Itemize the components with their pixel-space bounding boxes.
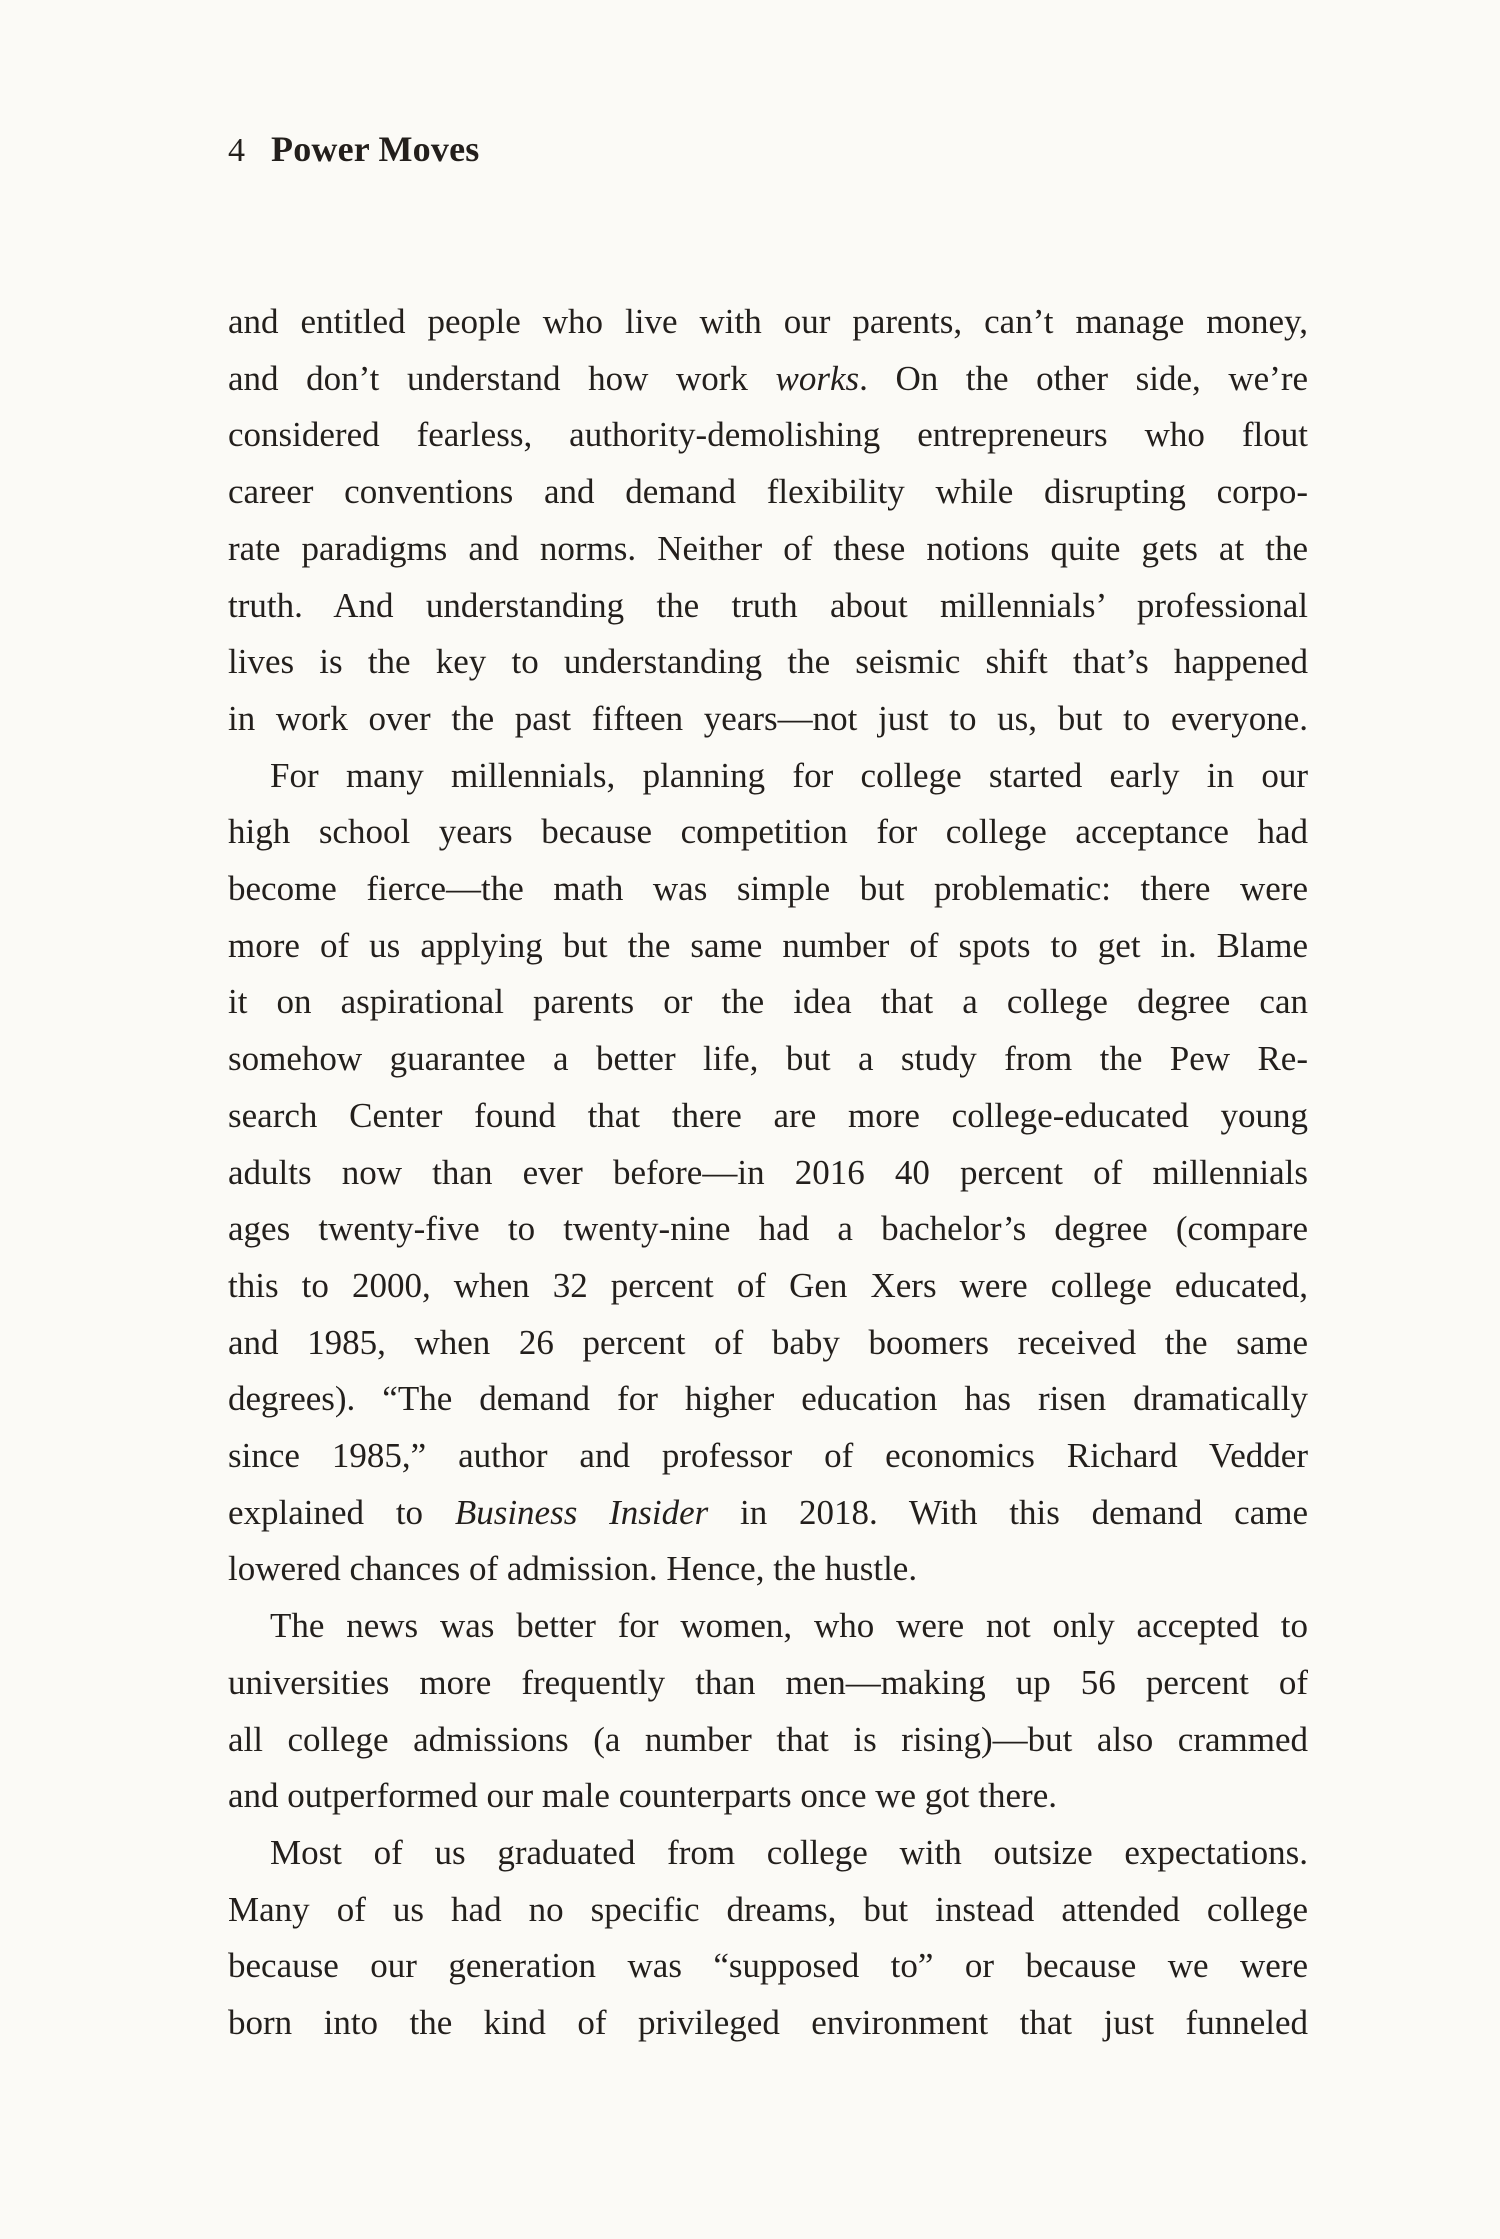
text-line xyxy=(228,1712,1308,1769)
text-segment: Many of us had no specific dreams, but instead attended college xyxy=(228,1889,1308,1929)
italic-text: works xyxy=(775,358,860,398)
text-line xyxy=(228,1598,1308,1655)
text-line xyxy=(228,294,1308,351)
text-line xyxy=(228,918,1308,975)
text-line xyxy=(228,1031,1308,1088)
paragraph xyxy=(228,294,1308,748)
paragraph xyxy=(228,1825,1308,2052)
running-title: Power Moves xyxy=(271,129,480,169)
text-line xyxy=(228,1145,1308,1202)
text-segment: and outperformed our male counterparts once we got there. xyxy=(228,1776,1057,1816)
text-line xyxy=(228,1315,1308,1372)
text-line xyxy=(228,1371,1308,1428)
text-line xyxy=(228,974,1308,1031)
text-line xyxy=(228,1995,1308,2052)
text-segment: search Center found that there are more college-educated young xyxy=(228,1095,1308,1135)
text-segment: lowered chances of admission. Hence, the hustle. xyxy=(228,1549,918,1589)
text-line xyxy=(228,804,1308,861)
text-segment: ages twenty-five to twenty-nine had a bachelor’s degree (compare xyxy=(228,1209,1308,1249)
text-segment: and entitled people who live with our parents, can’t manage money, xyxy=(228,302,1308,341)
paragraph xyxy=(228,748,1308,1599)
text-segment: degrees). “The demand for higher education has risen dramatically xyxy=(228,1379,1308,1419)
text-segment: it on aspirational parents or the idea that a college degree can xyxy=(228,982,1308,1022)
text-segment: truth. And understanding the truth about millennials’ professional xyxy=(228,585,1308,625)
text-segment: high school years because competition for college acceptance had xyxy=(228,812,1308,852)
text-segment: because our generation was “supposed to” or because we were xyxy=(228,1946,1308,1986)
text-line xyxy=(228,861,1308,918)
text-line xyxy=(228,407,1308,464)
text-line xyxy=(228,691,1308,748)
text-segment: and 1985, when 26 percent of baby boomers received the same xyxy=(228,1322,1308,1362)
text-line xyxy=(228,1882,1308,1939)
text-line xyxy=(228,1088,1308,1145)
text-segment: universities more frequently than men—making up 56 percent of xyxy=(228,1662,1308,1702)
italic-text: Business Insider xyxy=(454,1492,709,1532)
text-segment: career conventions and demand flexibility while disrupting corpo- xyxy=(228,472,1308,512)
text-line xyxy=(228,521,1308,578)
text-segment: all college admissions (a number that is rising)—but also crammed xyxy=(228,1719,1308,1759)
text-line xyxy=(228,464,1308,521)
text-segment: in work over the past fifteen years—not just to us, but to everyone. xyxy=(228,698,1308,738)
text-line xyxy=(228,1485,1308,1542)
text-line xyxy=(228,1428,1308,1485)
paragraph xyxy=(228,1598,1308,1825)
text-segment: in 2018. With this demand came xyxy=(708,1492,1308,1532)
text-line xyxy=(228,1825,1308,1882)
text-line xyxy=(228,1201,1308,1258)
text-line xyxy=(228,634,1308,691)
text-segment: since 1985,” author and professor of economics Richard Vedder xyxy=(228,1436,1308,1476)
text-line xyxy=(228,1541,1308,1598)
body-text xyxy=(228,294,1308,2052)
text-segment: adults now than ever before—in 2016 40 percent of millennials xyxy=(228,1152,1308,1192)
text-segment: and don’t understand how work xyxy=(228,358,776,398)
text-line xyxy=(228,578,1308,635)
text-segment: lives is the key to understanding the seismic shift that’s happened xyxy=(228,642,1308,682)
text-segment: somehow guarantee a better life, but a study from the Pew Re- xyxy=(228,1039,1308,1079)
running-head xyxy=(228,128,479,170)
text-line xyxy=(228,1938,1308,1995)
text-segment: Most of us graduated from college with outsize expectations. xyxy=(270,1832,1308,1872)
text-segment: rate paradigms and norms. Neither of these notions quite gets at the xyxy=(228,528,1308,568)
text-segment: this to 2000, when 32 percent of Gen Xers were college educated, xyxy=(228,1265,1308,1305)
text-segment: become fierce—the math was simple but problematic: there were xyxy=(228,869,1308,909)
text-segment: more of us applying but the same number of spots to get in. Blame xyxy=(228,925,1308,965)
text-segment: . On the other side, we’re xyxy=(859,358,1308,398)
text-segment: born into the kind of privileged environment that just funneled xyxy=(228,2003,1308,2043)
text-line xyxy=(228,1655,1308,1712)
text-segment: The news was better for women, who were not only accepted to xyxy=(270,1606,1308,1646)
text-line xyxy=(228,1258,1308,1315)
page-number: 4 xyxy=(228,132,245,169)
text-line xyxy=(228,1768,1308,1825)
text-line xyxy=(228,748,1308,805)
text-segment: considered fearless, authority-demolishing entrepreneurs who flout xyxy=(228,415,1308,455)
text-segment: explained to xyxy=(228,1492,455,1532)
text-line xyxy=(228,351,1308,408)
text-segment: For many millennials, planning for college started early in our xyxy=(270,755,1308,795)
